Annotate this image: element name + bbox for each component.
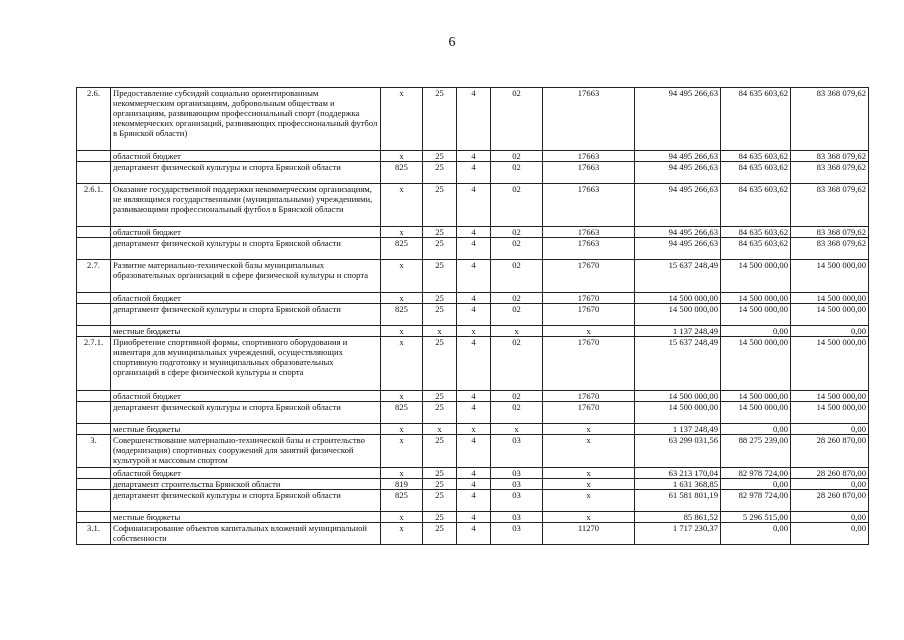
code-program: 25 (423, 391, 457, 402)
amount-year-1: 15 637 248,49 (635, 337, 721, 391)
code-subprogram: 4 (457, 523, 491, 545)
row-number: 2.6. (77, 88, 111, 151)
code-main-event: 02 (491, 227, 543, 238)
amount-year-2: 82 978 724,00 (721, 490, 791, 512)
code-direction: 17663 (543, 88, 635, 151)
amount-year-1: 63 299 031,56 (635, 435, 721, 468)
row-name: областной бюджет (111, 391, 381, 402)
amount-year-3: 14 500 000,00 (791, 304, 869, 326)
table-row (77, 523, 869, 545)
row-number (77, 391, 111, 402)
amount-year-1: 94 495 266,63 (635, 151, 721, 162)
amount-year-1: 14 500 000,00 (635, 391, 721, 402)
row-number (77, 151, 111, 162)
code-direction: 17670 (543, 293, 635, 304)
row-number: 2.7.1. (77, 337, 111, 391)
row-name: местные бюджеты (111, 512, 381, 523)
table-body (77, 88, 869, 545)
row-name: Развитие материально-технической базы муниципальных образовательных организаций в сфере физической культуры и спорта (111, 260, 381, 293)
row-name: департамент строительства Брянской области (111, 479, 381, 490)
table-row (77, 512, 869, 523)
code-program: 25 (423, 184, 457, 227)
row-name: департамент физической культуры и спорта Брянской области (111, 490, 381, 512)
amount-year-1: 15 637 248,49 (635, 260, 721, 293)
code-grbs: 825 (381, 304, 423, 326)
amount-year-1: 1 717 230,37 (635, 523, 721, 545)
code-main-event: 02 (491, 293, 543, 304)
amount-year-1: 94 495 266,63 (635, 227, 721, 238)
code-direction: х (543, 435, 635, 468)
code-main-event: 02 (491, 402, 543, 424)
code-main-event: 02 (491, 238, 543, 260)
table-row (77, 184, 869, 227)
row-number (77, 402, 111, 424)
code-direction: х (543, 424, 635, 435)
code-main-event: 02 (491, 260, 543, 293)
code-grbs: х (381, 88, 423, 151)
code-direction: 17670 (543, 337, 635, 391)
amount-year-3: 83 368 079,62 (791, 151, 869, 162)
row-number (77, 293, 111, 304)
code-main-event: х (491, 424, 543, 435)
code-subprogram: 4 (457, 435, 491, 468)
code-grbs: 825 (381, 162, 423, 184)
code-program: 25 (423, 523, 457, 545)
code-subprogram: 4 (457, 402, 491, 424)
table-row (77, 435, 869, 468)
table-row (77, 402, 869, 424)
row-name: Совершенствование материально-технической базы и строительство (модернизация) спортивных сооружений для занятий физической культурой и массовым спортом (111, 435, 381, 468)
amount-year-1: 94 495 266,63 (635, 184, 721, 227)
code-main-event: 02 (491, 162, 543, 184)
code-program: 25 (423, 260, 457, 293)
table-row (77, 227, 869, 238)
amount-year-3: 14 500 000,00 (791, 293, 869, 304)
amount-year-2: 84 635 603,62 (721, 88, 791, 151)
row-name: Предоставление субсидий социально ориентированным некоммерческим организациям, добровольным обществам и организациям, развивающим профессиональный спорт (поддержка некоммерческих организаций, развивающих профессиональный футбол в Брянской области) (111, 88, 381, 151)
amount-year-2: 84 635 603,62 (721, 184, 791, 227)
row-name: департамент физической культуры и спорта Брянской области (111, 304, 381, 326)
code-grbs: 825 (381, 238, 423, 260)
code-program: 25 (423, 468, 457, 479)
code-main-event: 02 (491, 391, 543, 402)
code-program: 25 (423, 162, 457, 184)
code-program: 25 (423, 435, 457, 468)
code-main-event: 02 (491, 151, 543, 162)
table-row (77, 162, 869, 184)
code-main-event: 03 (491, 523, 543, 545)
amount-year-3: 14 500 000,00 (791, 391, 869, 402)
amount-year-2: 14 500 000,00 (721, 304, 791, 326)
row-number (77, 326, 111, 337)
code-direction: 17670 (543, 402, 635, 424)
code-direction: х (543, 512, 635, 523)
row-name: Приобретение спортивной формы, спортивного оборудования и инвентаря для муниципальных учреждений, осуществляющих спортивную подготовку и муниципальных образовательных организаций в сфере физической культуры и спорта (111, 337, 381, 391)
code-program: 25 (423, 490, 457, 512)
code-direction: х (543, 479, 635, 490)
amount-year-1: 94 495 266,63 (635, 238, 721, 260)
row-number: 2.6.1. (77, 184, 111, 227)
code-subprogram: 4 (457, 391, 491, 402)
code-main-event: 02 (491, 88, 543, 151)
code-grbs: х (381, 326, 423, 337)
code-program: 25 (423, 479, 457, 490)
amount-year-2: 0,00 (721, 326, 791, 337)
row-number (77, 424, 111, 435)
amount-year-2: 82 978 724,00 (721, 468, 791, 479)
amount-year-3: 83 368 079,62 (791, 88, 869, 151)
table-row (77, 424, 869, 435)
amount-year-3: 28 260 870,00 (791, 435, 869, 468)
code-program: 25 (423, 238, 457, 260)
row-number (77, 479, 111, 490)
table-row (77, 238, 869, 260)
code-main-event: 02 (491, 337, 543, 391)
amount-year-2: 14 500 000,00 (721, 391, 791, 402)
code-grbs: 819 (381, 479, 423, 490)
row-name: департамент физической культуры и спорта Брянской области (111, 402, 381, 424)
code-subprogram: х (457, 326, 491, 337)
code-subprogram: 4 (457, 227, 491, 238)
amount-year-3: 83 368 079,62 (791, 238, 869, 260)
code-program: 25 (423, 402, 457, 424)
code-direction: 11270 (543, 523, 635, 545)
row-name: областной бюджет (111, 151, 381, 162)
amount-year-1: 85 861,52 (635, 512, 721, 523)
code-subprogram: 4 (457, 468, 491, 479)
row-number (77, 162, 111, 184)
code-subprogram: 4 (457, 260, 491, 293)
code-grbs: 825 (381, 490, 423, 512)
row-name: местные бюджеты (111, 326, 381, 337)
amount-year-2: 14 500 000,00 (721, 337, 791, 391)
code-grbs: х (381, 523, 423, 545)
table-row (77, 337, 869, 391)
amount-year-3: 14 500 000,00 (791, 337, 869, 391)
code-grbs: 825 (381, 402, 423, 424)
row-number (77, 238, 111, 260)
code-direction: 17663 (543, 162, 635, 184)
row-name: Софинансирование объектов капитальных вложений муниципальной собственности (111, 523, 381, 545)
row-number (77, 468, 111, 479)
code-main-event: 03 (491, 512, 543, 523)
table-row (77, 293, 869, 304)
amount-year-2: 0,00 (721, 479, 791, 490)
code-subprogram: 4 (457, 162, 491, 184)
row-name: Оказание государственной поддержки некоммерческим организациям, не являющимся государственными (муниципальными) учреждениями, развивающими профессиональный футбол в Брянской области (111, 184, 381, 227)
row-number (77, 304, 111, 326)
row-name: местные бюджеты (111, 424, 381, 435)
amount-year-1: 14 500 000,00 (635, 293, 721, 304)
amount-year-2: 14 500 000,00 (721, 293, 791, 304)
code-subprogram: 4 (457, 512, 491, 523)
amount-year-1: 63 213 170,04 (635, 468, 721, 479)
code-program: 25 (423, 337, 457, 391)
amount-year-3: 0,00 (791, 326, 869, 337)
amount-year-1: 94 495 266,63 (635, 88, 721, 151)
amount-year-3: 14 500 000,00 (791, 260, 869, 293)
code-direction: 17670 (543, 304, 635, 326)
row-number: 3.1. (77, 523, 111, 545)
amount-year-1: 1 137 248,49 (635, 326, 721, 337)
amount-year-2: 84 635 603,62 (721, 227, 791, 238)
code-program: 25 (423, 151, 457, 162)
code-direction: х (543, 490, 635, 512)
code-grbs: х (381, 435, 423, 468)
code-direction: 17670 (543, 391, 635, 402)
code-main-event: х (491, 326, 543, 337)
amount-year-3: 0,00 (791, 479, 869, 490)
row-number (77, 227, 111, 238)
code-program: 25 (423, 88, 457, 151)
table-row (77, 260, 869, 293)
amount-year-3: 83 368 079,62 (791, 162, 869, 184)
code-main-event: 02 (491, 184, 543, 227)
table-row (77, 468, 869, 479)
row-number: 2.7. (77, 260, 111, 293)
row-name: департамент физической культуры и спорта Брянской области (111, 238, 381, 260)
code-main-event: 03 (491, 468, 543, 479)
amount-year-1: 61 581 801,19 (635, 490, 721, 512)
code-direction: 17670 (543, 260, 635, 293)
amount-year-1: 1 631 368,85 (635, 479, 721, 490)
row-name: областной бюджет (111, 227, 381, 238)
code-subprogram: 4 (457, 479, 491, 490)
code-grbs: х (381, 424, 423, 435)
table-row (77, 88, 869, 151)
code-main-event: 03 (491, 490, 543, 512)
row-number (77, 490, 111, 512)
table-row (77, 490, 869, 512)
amount-year-2: 14 500 000,00 (721, 402, 791, 424)
code-subprogram: 4 (457, 304, 491, 326)
amount-year-2: 84 635 603,62 (721, 238, 791, 260)
row-number: 3. (77, 435, 111, 468)
table-row (77, 326, 869, 337)
code-subprogram: 4 (457, 151, 491, 162)
code-grbs: х (381, 151, 423, 162)
amount-year-3: 0,00 (791, 512, 869, 523)
code-direction: х (543, 468, 635, 479)
amount-year-3: 28 260 870,00 (791, 490, 869, 512)
page-number: 6 (448, 35, 456, 50)
amount-year-2: 0,00 (721, 523, 791, 545)
amount-year-2: 88 275 239,00 (721, 435, 791, 468)
table-row (77, 304, 869, 326)
amount-year-2: 84 635 603,62 (721, 162, 791, 184)
code-direction: 17663 (543, 184, 635, 227)
code-direction: 17663 (543, 238, 635, 260)
code-main-event: 02 (491, 304, 543, 326)
amount-year-1: 14 500 000,00 (635, 402, 721, 424)
amount-year-1: 14 500 000,00 (635, 304, 721, 326)
amount-year-3: 14 500 000,00 (791, 402, 869, 424)
code-program: 25 (423, 227, 457, 238)
code-subprogram: 4 (457, 490, 491, 512)
table-row (77, 479, 869, 490)
amount-year-3: 0,00 (791, 523, 869, 545)
code-subprogram: 4 (457, 88, 491, 151)
code-program: 25 (423, 293, 457, 304)
code-program: х (423, 424, 457, 435)
code-direction: 17663 (543, 151, 635, 162)
budget-table (76, 87, 869, 545)
table-row (77, 391, 869, 402)
code-program: х (423, 326, 457, 337)
code-program: 25 (423, 304, 457, 326)
amount-year-2: 0,00 (721, 424, 791, 435)
code-grbs: х (381, 512, 423, 523)
code-subprogram: 4 (457, 184, 491, 227)
code-subprogram: 4 (457, 293, 491, 304)
amount-year-2: 5 296 515,00 (721, 512, 791, 523)
amount-year-3: 0,00 (791, 424, 869, 435)
row-number (77, 512, 111, 523)
row-name: областной бюджет (111, 468, 381, 479)
amount-year-3: 83 368 079,62 (791, 227, 869, 238)
code-grbs: х (381, 468, 423, 479)
amount-year-3: 83 368 079,62 (791, 184, 869, 227)
code-grbs: х (381, 391, 423, 402)
code-direction: х (543, 326, 635, 337)
code-grbs: х (381, 260, 423, 293)
amount-year-1: 94 495 266,63 (635, 162, 721, 184)
code-grbs: х (381, 227, 423, 238)
table-row (77, 151, 869, 162)
code-grbs: х (381, 293, 423, 304)
code-grbs: х (381, 184, 423, 227)
code-direction: 17663 (543, 227, 635, 238)
code-main-event: 03 (491, 435, 543, 468)
amount-year-2: 14 500 000,00 (721, 260, 791, 293)
amount-year-3: 28 260 870,00 (791, 468, 869, 479)
code-main-event: 03 (491, 479, 543, 490)
code-program: 25 (423, 512, 457, 523)
amount-year-1: 1 137 248,49 (635, 424, 721, 435)
row-name: областной бюджет (111, 293, 381, 304)
amount-year-2: 84 635 603,62 (721, 151, 791, 162)
code-subprogram: 4 (457, 337, 491, 391)
code-grbs: х (381, 337, 423, 391)
code-subprogram: х (457, 424, 491, 435)
code-subprogram: 4 (457, 238, 491, 260)
row-name: департамент физической культуры и спорта Брянской области (111, 162, 381, 184)
